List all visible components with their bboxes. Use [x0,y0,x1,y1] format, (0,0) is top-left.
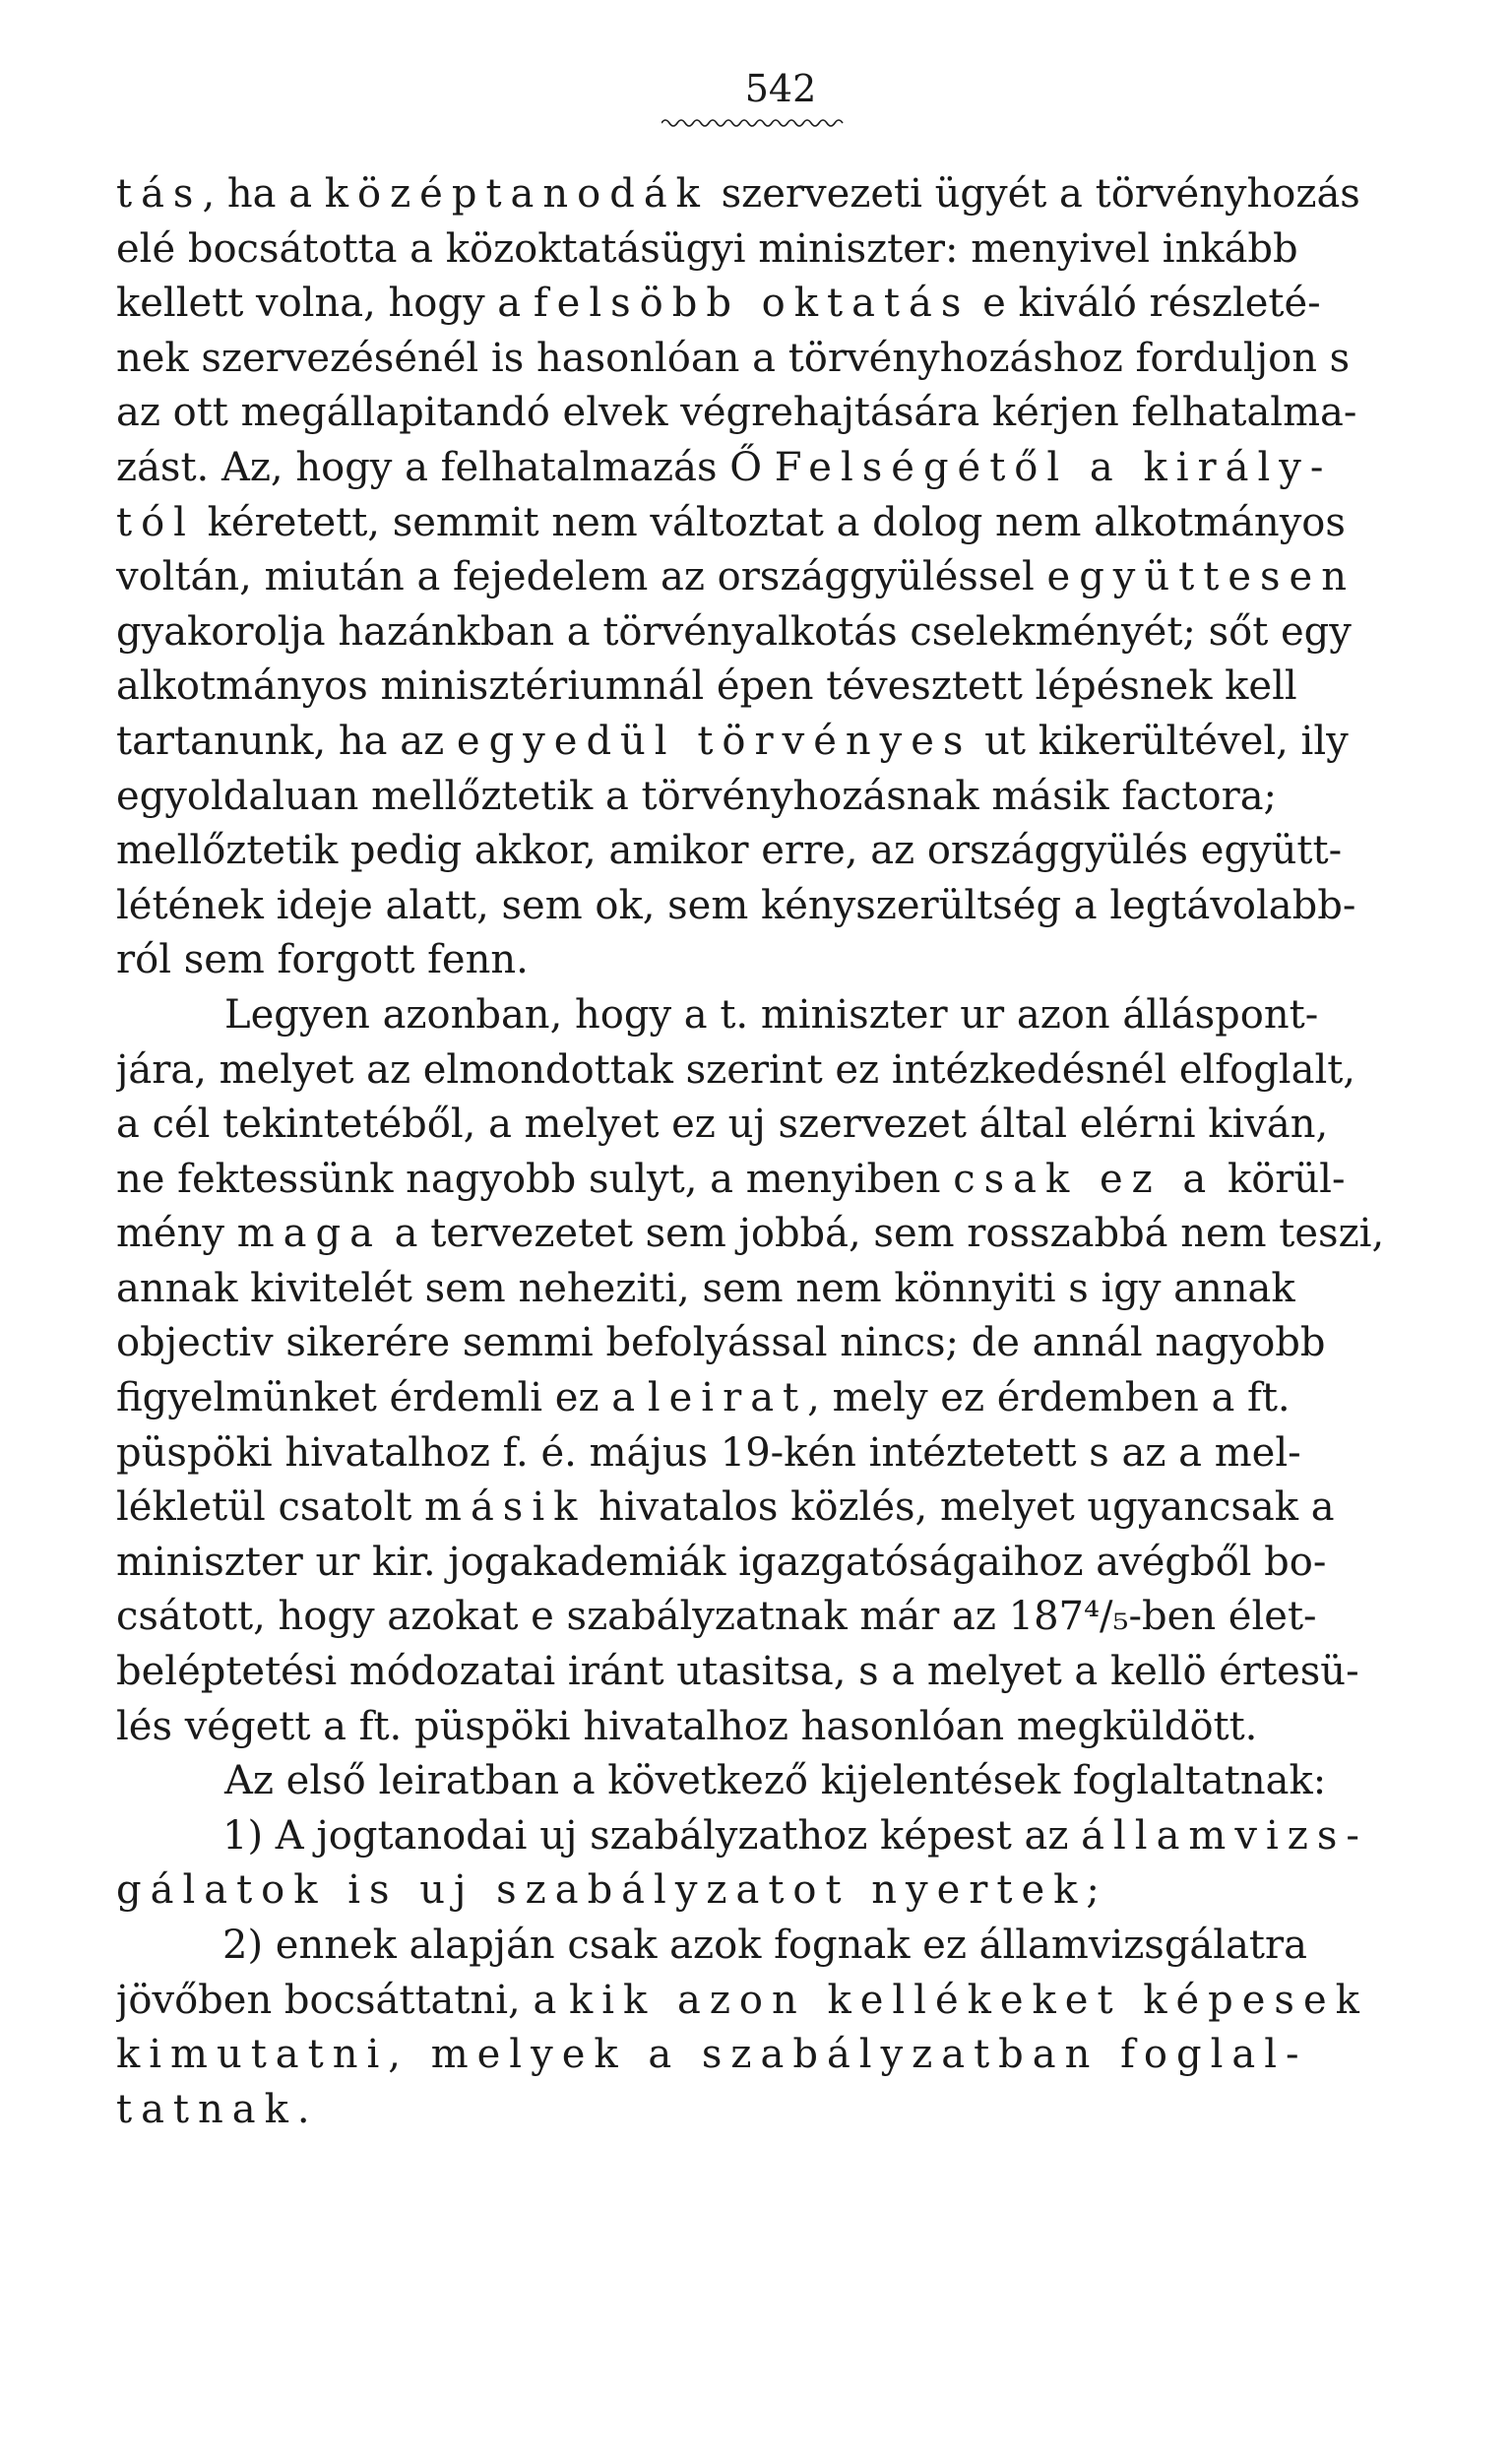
text-line: egyoldaluan mellőztetik a törvényhozásnak másik factora; [116,773,1278,819]
text-line: a cél tekintetéből, a melyet ez uj szervezet által elérni kiván, [116,1102,1329,1148]
text-line: 2) ennek alapján csak azok fognak ez államvizsgálatra [222,1923,1307,1968]
text-line: zást. Az, hogy a felhatalmazás Ő Felségétől a király- [116,444,1333,490]
text-line: nek szervezésénél is hasonlóan a törvényhozáshoz forduljon s [116,335,1351,381]
text-line: tartanunk, ha az egyedül törvényes ut kikerültével, ily [116,718,1349,764]
text-line: kellett volna, hogy a felsöbb oktatás e kiváló részleté- [116,281,1321,327]
text-line: Legyen azonban, hogy a t. miniszter ur azon álláspont- [224,991,1319,1038]
text-line: létének ideje alatt, sem ok, sem kényszerültség a legtávolabb- [116,882,1356,928]
page-number-wavy-underline [662,116,849,130]
text-line: annak kivitelét sem neheziti, sem nem könnyiti s igy annak [116,1265,1295,1311]
text-line: lékletül csatolt másik hivatalos közlés, melyet ugyancsak a [116,1484,1335,1531]
text-line: elé bocsátotta a közoktatásügyi miniszter: menyivel inkább [116,225,1298,272]
text-line: gálatok is uj szabályzatot nyertek; [116,1867,1108,1914]
text-line: tatnak. [116,2086,319,2132]
text-line: beléptetési módozatai iránt utasitsa, s a melyet a kellö értesü- [116,1649,1359,1695]
text-line: püspöki hivatalhoz f. é. május 19-kén intéztetett s az a mel- [116,1429,1301,1476]
text-line: tól kéretett, semmit nem változtat a dolog nem alkotmányos [116,499,1346,545]
text-line: 1) A jogtanodai uj szabályzathoz képest az államvizs- [222,1812,1368,1859]
text-line: figyelmünket érdemli ez a leirat, mely ez érdemben a ft. [116,1375,1291,1421]
text-line: Az első leiratban a következő kijelentések foglaltatnak: [224,1758,1327,1804]
text-line: tás, ha a középtanodák szervezeti ügyét a törvényhozás [116,171,1360,217]
text-line: mellőztetik pedig akkor, amikor erre, az országgyülés együtt- [116,828,1343,874]
text-line: ról sem forgott fenn. [116,937,529,983]
text-line: ne fektessünk nagyobb sulyt, a menyiben csak ez a körül- [116,1156,1346,1202]
spaced-word: tás [116,171,203,217]
text-line: miniszter ur kir. jogakademiák igazgatóságaihoz avégből bo- [116,1539,1327,1585]
page-number [0,67,1512,110]
text-line: alkotmányos minisztériumnál épen tévesztett lépésnek kell [116,663,1297,710]
text-line: csátott, hogy azokat e szabályzatnak már az 187⁴/₅-ben élet- [116,1594,1317,1640]
text-line: voltán, miután a fejedelem az országgyüléssel együttesen [116,554,1355,600]
page-number-text: 542 [744,67,817,110]
text-line: jára, melyet az elmondottak szerint ez intézkedésnél elfoglalt, [116,1046,1356,1093]
text-line: mény maga a tervezetet sem jobbá, sem rosszabbá nem teszi, [116,1211,1385,1257]
text-line: gyakorolja hazánkban a törvényalkotás cselekményét; sőt egy [116,608,1352,655]
text-line: jövőben bocsáttatni, a kik azon kellékeket képesek [116,1977,1368,2023]
text-line: kimutatni, melyek a szabályzatban foglal- [116,2032,1308,2078]
text-line: objectiv sikerére semmi befolyással nincs; de annál nagyobb [116,1320,1326,1366]
body-text [116,167,1410,2137]
text-line: az ott megállapitandó elvek végrehajtására kérjen felhatalma- [116,390,1357,436]
text-line: lés végett a ft. püspöki hivatalhoz hasonlóan megküldött. [116,1703,1258,1749]
